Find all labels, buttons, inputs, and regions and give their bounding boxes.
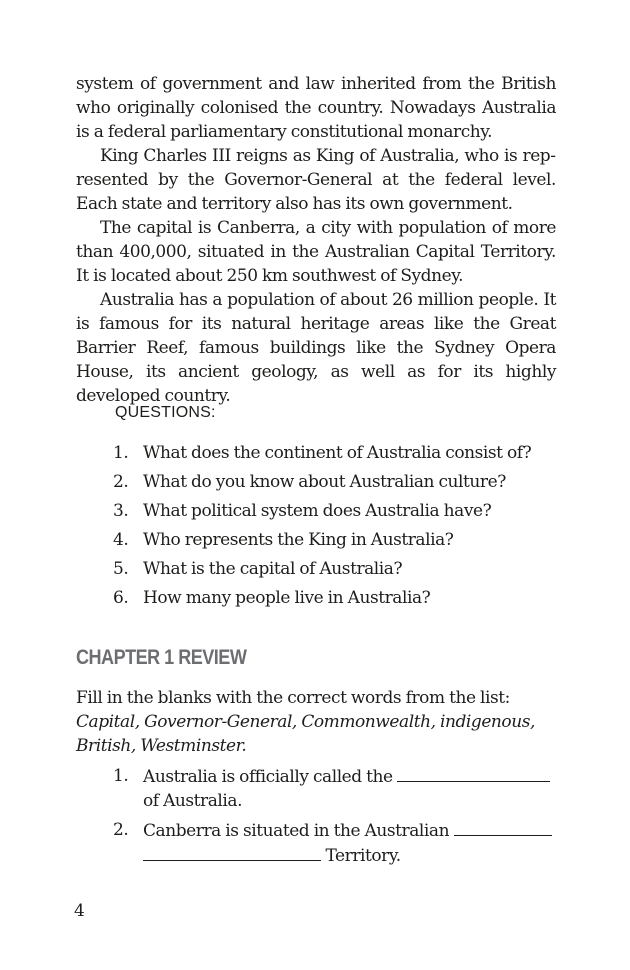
- question-item: [113, 470, 531, 499]
- question-number: 5.: [113, 559, 129, 579]
- exercise-text: Australia is officially called the: [143, 767, 393, 787]
- question-text: What does the continent of Australia consist of?: [143, 443, 532, 463]
- question-item: [113, 441, 531, 470]
- exercise-item: [113, 818, 556, 868]
- chapter-review-heading: CHAPTER 1 REVIEW: [76, 646, 247, 669]
- question-text: What political system does Australia have?: [143, 501, 492, 521]
- paragraph: The capital is Canberra, a city with population of more than 400,000, situated in the Australian Capital Territory. It is located about 250 km southwest of Sydney.: [76, 218, 556, 286]
- question-item: [113, 499, 531, 528]
- question-item: [113, 557, 531, 586]
- question-number: 4.: [113, 530, 129, 550]
- blank-line: [143, 843, 321, 861]
- paragraph: system of government and law inherited from the British who originally colonised the country. Nowadays Australia is a federal parliamentary constitutional monarchy.: [76, 74, 556, 142]
- instruction-text: Fill in the blanks with the correct words from the list:: [76, 688, 510, 708]
- exercise-number: 1.: [113, 766, 129, 786]
- blank-line: [397, 764, 550, 782]
- question-text: Who represents the King in Australia?: [143, 530, 454, 550]
- questions-list: [113, 441, 531, 615]
- question-text: How many people live in Australia?: [143, 588, 431, 608]
- blank-line: [454, 818, 552, 836]
- questions-heading: QUESTIONS:: [115, 404, 216, 421]
- question-number: 6.: [113, 588, 129, 608]
- exercise-text: Territory.: [325, 846, 401, 866]
- paragraph: King Charles III reigns as King of Australia, who is represented by the Governor-General at the federal level. Each state and territory also has its own government.: [76, 146, 556, 214]
- exercise-text: Canberra is situated in the Australian: [143, 821, 450, 841]
- review-instructions: [76, 686, 556, 758]
- question-item: [113, 586, 531, 615]
- question-number: 2.: [113, 472, 129, 492]
- paragraph: Australia has a population of about 26 million people. It is famous for its natural heritage areas like the Great Barrier Reef, famous buildings like the Sydney Opera House, its ancient geology, as well as for its highly developed country.: [76, 290, 556, 406]
- body-text: [76, 72, 556, 408]
- exercise-number: 2.: [113, 820, 129, 840]
- exercise-item: [113, 764, 556, 813]
- word-list: Capital, Governor-General, Commonwealth, indigenous, British, Westminster.: [76, 712, 535, 756]
- page-number: 4: [74, 901, 85, 921]
- question-number: 3.: [113, 501, 129, 521]
- question-item: [113, 528, 531, 557]
- question-text: What do you know about Australian culture?: [143, 472, 506, 492]
- exercise-text: of Australia.: [143, 791, 243, 811]
- review-exercise-list: [113, 764, 556, 873]
- question-text: What is the capital of Australia?: [143, 559, 403, 579]
- question-number: 1.: [113, 443, 129, 463]
